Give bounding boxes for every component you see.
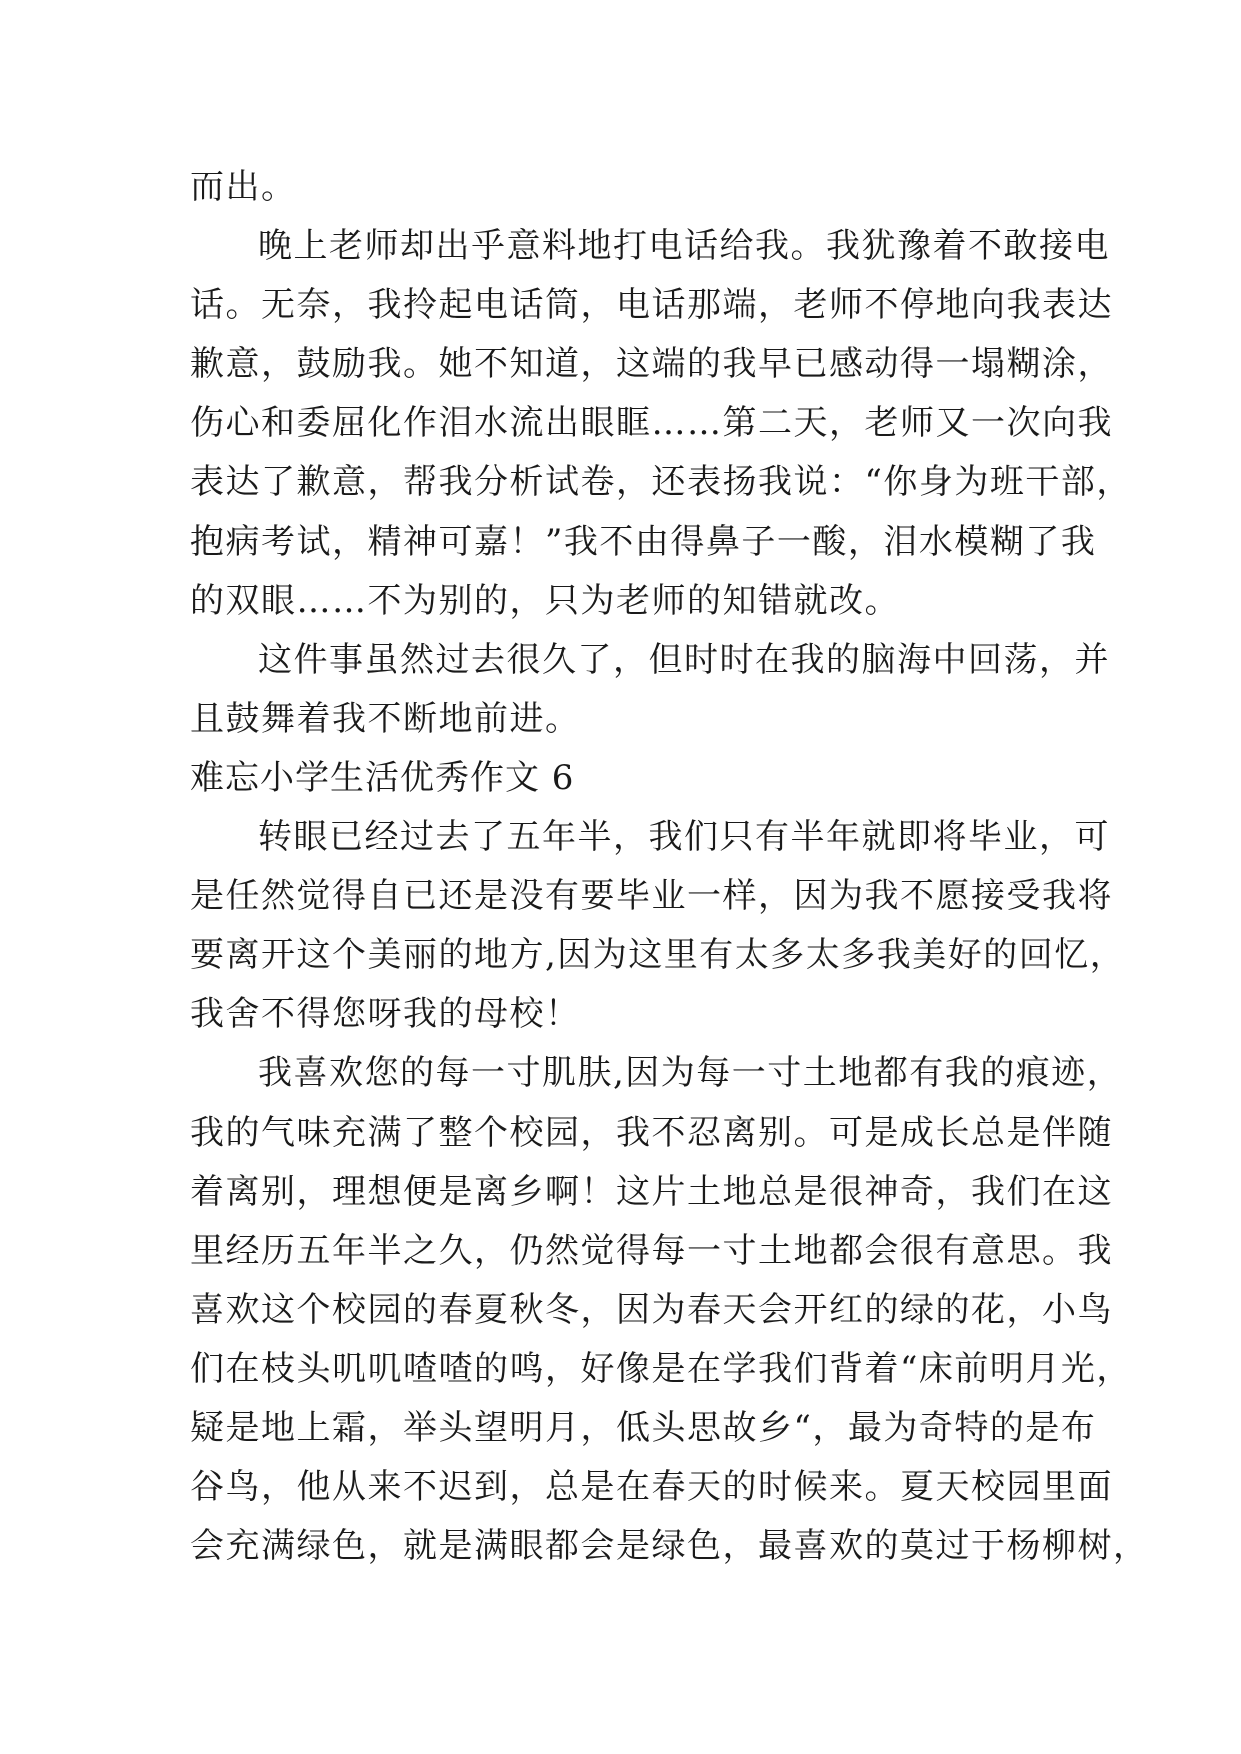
text-line: 的双眼……不为别的，只为老师的知错就改。 bbox=[190, 580, 900, 621]
text-line: 是任然觉得自已还是没有要毕业一样，因为我不愿接受我将 bbox=[190, 876, 1113, 917]
text-line: 伤心和委屈化作泪水流出眼眶……第二天，老师又一次向我 bbox=[190, 403, 1113, 444]
text-line: 晚上老师却出乎意料地打电话给我。我犹豫着不敢接电 bbox=[258, 226, 1110, 267]
text-line: 转眼已经过去了五年半，我们只有半年就即将毕业，可 bbox=[258, 817, 1110, 858]
text-line: 要离开这个美丽的地方,因为这里有太多太多我美好的回忆， bbox=[190, 935, 1126, 976]
text-line: 而出。 bbox=[190, 167, 297, 207]
text-line: 我的气味充满了整个校园，我不忍离别。可是成长总是伴随 bbox=[190, 1112, 1113, 1153]
text-line: 们在枝头叽叽喳喳的鸣，好像是在学我们背着“床前明月光， bbox=[190, 1348, 1132, 1389]
text-line: 着离别，理想便是离乡啊！这片土地总是很神奇，我们在这 bbox=[190, 1171, 1113, 1212]
text-line: 歉意，鼓励我。她不知道，这端的我早已感动得一塌糊涂， bbox=[190, 344, 1113, 385]
text-line: 疑是地上霜，举头望明月，低头思故乡“，最为奇特的是布 bbox=[190, 1407, 1097, 1448]
section-heading: 难忘小学生活优秀作文 6 bbox=[190, 757, 575, 798]
text-line: 抱病考试，精神可嘉！”我不由得鼻子一酸，泪水模糊了我 bbox=[190, 521, 1097, 562]
text-line: 谷鸟，他从来不迟到，总是在春天的时候来。夏天校园里面 bbox=[190, 1467, 1113, 1508]
text-line: 会充满绿色，就是满眼都会是绿色，最喜欢的莫过于杨柳树， bbox=[190, 1526, 1149, 1567]
text-line: 我舍不得您呀我的母校！ bbox=[190, 994, 581, 1035]
document-body bbox=[190, 158, 1149, 1576]
text-line: 且鼓舞着我不断地前进。 bbox=[190, 698, 581, 739]
text-line: 表达了歉意，帮我分析试卷，还表扬我说：“你身为班干部， bbox=[190, 462, 1132, 503]
text-line: 话。无奈，我拎起电话筒，电话那端，老师不停地向我表达 bbox=[190, 285, 1113, 326]
text-line: 我喜欢您的每一寸肌肤,因为每一寸土地都有我的痕迹， bbox=[258, 1053, 1123, 1094]
text-line: 这件事虽然过去很久了，但时时在我的脑海中回荡，并 bbox=[258, 639, 1110, 680]
text-line: 里经历五年半之久，仍然觉得每一寸土地都会很有意思。我 bbox=[190, 1230, 1113, 1271]
text-line: 喜欢这个校园的春夏秋冬，因为春天会开红的绿的花，小鸟 bbox=[190, 1289, 1113, 1330]
